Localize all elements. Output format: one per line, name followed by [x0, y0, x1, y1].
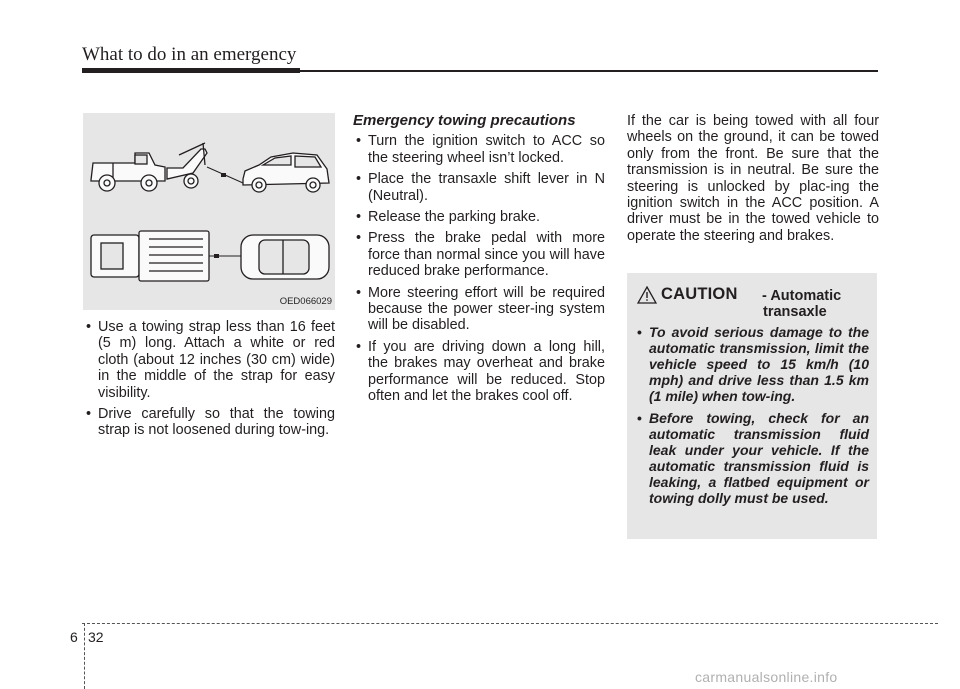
- list-item: • If you are driving down a long hill, the brakes may overheat and brake performance will be reduced. Stop often and let the brakes cool off.: [353, 339, 605, 405]
- tow-truck-top-icon: [91, 231, 209, 281]
- caution-label: CAUTION: [661, 285, 738, 303]
- caution-subject-line2: transaxle: [763, 304, 827, 320]
- list-item: • Press the brake pedal with more force than normal since you will have reduced brake performance.: [353, 230, 605, 279]
- caution-list: [637, 324, 869, 512]
- list-item: • To avoid serious damage to the automatic transmission, limit the vehicle speed to 15 km/h (10 mph) and drive less than 1.5 km (1 mile) when tow-ing.: [637, 324, 869, 404]
- four-wheel-towing-paragraph: If the car is being towed with all four wheels on the ground, it can be towed only from the front. Be sure that the transmission is in neutral. Be sure the steering is unlocked by plac-ing the ignition switch in the ACC position. A driver must be in the towed vehicle to operate the steering and brakes.: [627, 113, 879, 244]
- footer-divider: [84, 623, 85, 689]
- list-item: • Release the parking brake.: [353, 209, 605, 225]
- list-item: • Before towing, check for an automatic transmission fluid leak under your vehicle. If the automatic transmission fluid is leaking, a flatbed equipment or towing dolly must be used.: [637, 410, 869, 506]
- column-middle: [353, 113, 605, 410]
- towing-diagram-icon: [83, 113, 335, 310]
- header-rule-accent: [82, 68, 300, 73]
- column-left: [83, 319, 335, 444]
- watermark: carmanualsonline.info: [695, 669, 838, 685]
- column-right: [627, 113, 879, 244]
- header-title: What to do in an emergency: [82, 44, 297, 65]
- precautions-heading: Emergency towing precautions: [353, 112, 576, 129]
- towing-strap-list: [83, 319, 335, 439]
- list-item: • Drive carefully so that the towing strap is not loosened during tow-ing.: [83, 406, 335, 439]
- tow-truck-side-icon: [91, 143, 207, 191]
- list-item: • Place the transaxle shift lever in N (Neutral).: [353, 171, 605, 204]
- footer-rule: [82, 623, 938, 624]
- towing-illustration: [83, 113, 335, 310]
- towed-car-side-icon: [243, 153, 329, 192]
- figure-code: OED066029: [279, 296, 332, 307]
- page-number: 32: [88, 629, 104, 645]
- caution-box: [627, 273, 877, 539]
- warning-triangle-icon: [637, 286, 657, 304]
- precautions-list: [353, 133, 605, 404]
- list-item: • More steering effort will be required because the power steer-ing system will be disabled.: [353, 285, 605, 334]
- caution-subject: - Automatic: [762, 288, 842, 304]
- towed-car-top-icon: [241, 235, 329, 279]
- chapter-number: 6: [70, 629, 78, 645]
- list-item: • Turn the ignition switch to ACC so the steering wheel isn’t locked.: [353, 133, 605, 166]
- list-item: • Use a towing strap less than 16 feet (5 m) long. Attach a white or red cloth (about 12 inches (30 cm) wide) in the middle of the strap for easy visibility.: [83, 319, 335, 401]
